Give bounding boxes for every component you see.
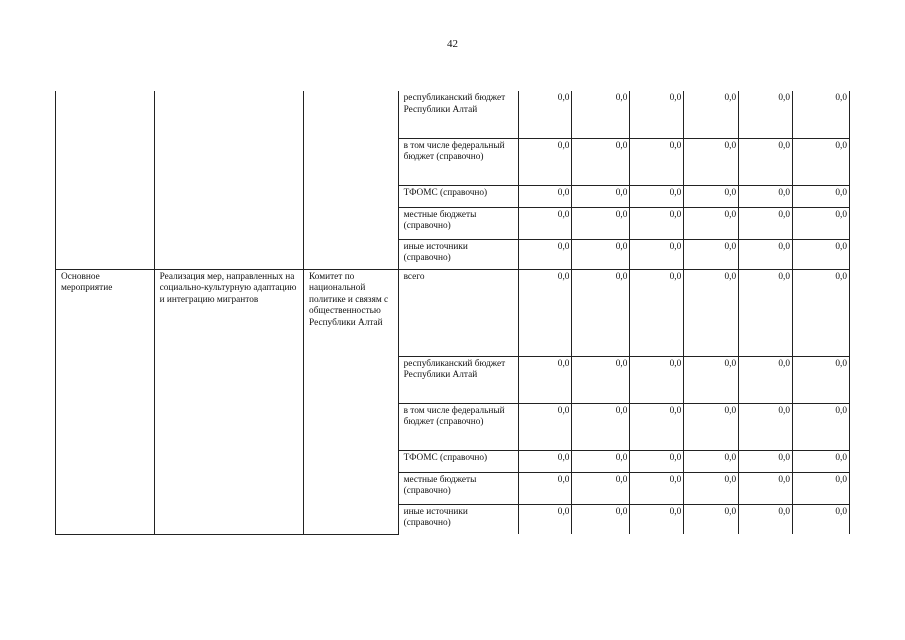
value-cell: 0,0: [793, 91, 850, 138]
value-cell: 0,0: [572, 91, 630, 138]
source-cell: в том числе федеральный бюджет (справочно): [398, 403, 518, 450]
value-cell: 0,0: [793, 138, 850, 185]
value-cell: 0,0: [793, 239, 850, 269]
value-cell: 0,0: [630, 269, 684, 356]
source-cell: ТФОМС (справочно): [398, 185, 518, 207]
value-cell: 0,0: [739, 185, 793, 207]
value-cell: 0,0: [630, 504, 684, 534]
value-cell: 0,0: [684, 356, 739, 403]
value-cell: 0,0: [630, 472, 684, 504]
value-cell: 0,0: [518, 450, 572, 472]
budget-table: [55, 91, 850, 535]
value-cell: 0,0: [739, 504, 793, 534]
section-type-cell: Основное мероприятие: [56, 269, 155, 534]
value-cell: 0,0: [518, 239, 572, 269]
value-cell: 0,0: [518, 91, 572, 138]
value-cell: 0,0: [739, 356, 793, 403]
value-cell: 0,0: [518, 356, 572, 403]
value-cell: 0,0: [793, 504, 850, 534]
value-cell: 0,0: [739, 207, 793, 239]
source-cell: в том числе федеральный бюджет (справочно): [398, 138, 518, 185]
value-cell: 0,0: [572, 185, 630, 207]
value-cell: 0,0: [684, 185, 739, 207]
source-cell: иные источники (справочно): [398, 239, 518, 269]
value-cell: 0,0: [518, 504, 572, 534]
value-cell: 0,0: [739, 138, 793, 185]
value-cell: 0,0: [793, 472, 850, 504]
value-cell: 0,0: [630, 403, 684, 450]
value-cell: 0,0: [739, 239, 793, 269]
value-cell: 0,0: [684, 138, 739, 185]
table-row: [56, 91, 850, 138]
value-cell: 0,0: [684, 472, 739, 504]
page-number: 42: [447, 38, 458, 50]
source-cell: республиканский бюджет Республики Алтай: [398, 91, 518, 138]
value-cell: 0,0: [572, 356, 630, 403]
table-row: [56, 269, 850, 356]
value-cell: 0,0: [739, 450, 793, 472]
source-cell: местные бюджеты (справочно): [398, 207, 518, 239]
value-cell: 0,0: [630, 138, 684, 185]
value-cell: 0,0: [739, 91, 793, 138]
value-cell: 0,0: [572, 138, 630, 185]
section-type-cell: [56, 91, 155, 269]
value-cell: 0,0: [572, 403, 630, 450]
value-cell: 0,0: [793, 403, 850, 450]
value-cell: 0,0: [793, 356, 850, 403]
value-cell: 0,0: [684, 450, 739, 472]
value-cell: 0,0: [630, 207, 684, 239]
source-cell: местные бюджеты (справочно): [398, 472, 518, 504]
value-cell: 0,0: [684, 269, 739, 356]
value-cell: 0,0: [518, 472, 572, 504]
value-cell: 0,0: [684, 504, 739, 534]
value-cell: 0,0: [739, 472, 793, 504]
section-executor-cell: Комитет по национальной политике и связям с общественностью Республики Алтай: [304, 269, 399, 534]
value-cell: 0,0: [630, 450, 684, 472]
value-cell: 0,0: [684, 91, 739, 138]
value-cell: 0,0: [572, 269, 630, 356]
source-cell: иные источники (справочно): [398, 504, 518, 534]
value-cell: 0,0: [630, 91, 684, 138]
value-cell: 0,0: [630, 356, 684, 403]
value-cell: 0,0: [518, 269, 572, 356]
section-name-cell: Реализация мер, направленных на социально-культурную адаптацию и интеграцию мигрантов: [154, 269, 303, 534]
value-cell: 0,0: [572, 207, 630, 239]
section-executor-cell: [304, 91, 399, 269]
value-cell: 0,0: [518, 403, 572, 450]
value-cell: 0,0: [630, 185, 684, 207]
value-cell: 0,0: [684, 207, 739, 239]
source-cell: республиканский бюджет Республики Алтай: [398, 356, 518, 403]
value-cell: 0,0: [518, 185, 572, 207]
value-cell: 0,0: [684, 403, 739, 450]
value-cell: 0,0: [518, 207, 572, 239]
value-cell: 0,0: [630, 239, 684, 269]
value-cell: 0,0: [572, 504, 630, 534]
section-name-cell: [154, 91, 303, 269]
value-cell: 0,0: [684, 239, 739, 269]
value-cell: 0,0: [793, 450, 850, 472]
value-cell: 0,0: [739, 403, 793, 450]
value-cell: 0,0: [793, 269, 850, 356]
value-cell: 0,0: [572, 472, 630, 504]
value-cell: 0,0: [793, 185, 850, 207]
value-cell: 0,0: [739, 269, 793, 356]
source-cell: ТФОМС (справочно): [398, 450, 518, 472]
source-cell: всего: [398, 269, 518, 356]
value-cell: 0,0: [572, 450, 630, 472]
value-cell: 0,0: [518, 138, 572, 185]
value-cell: 0,0: [793, 207, 850, 239]
value-cell: 0,0: [572, 239, 630, 269]
